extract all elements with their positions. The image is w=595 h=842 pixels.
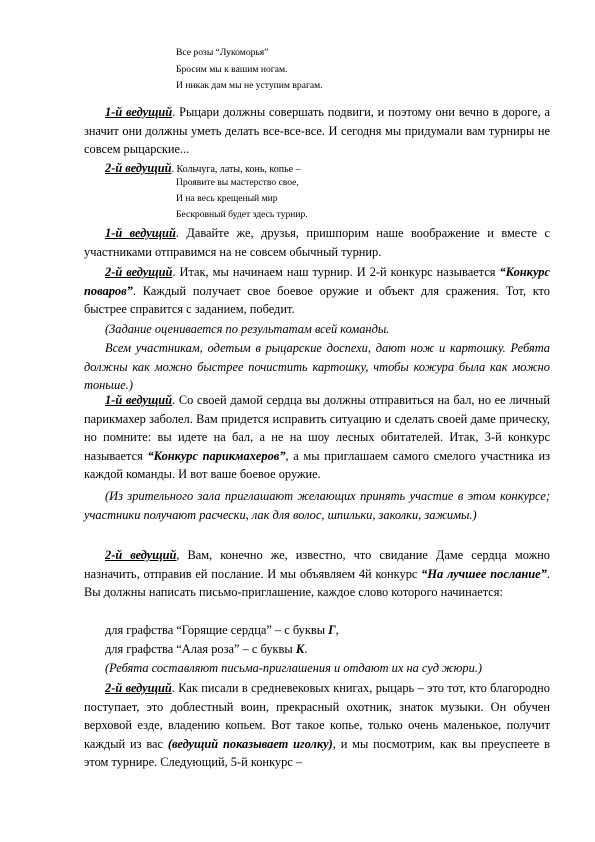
note-scoring: (Задание оценивается по результатам всей команды.: [105, 322, 390, 336]
rule-text: для графства “Горящие сердца” – с буквы: [105, 623, 329, 637]
rule-letter: Г: [328, 623, 336, 637]
poem-line: Бескровный будет здесь турнир.: [176, 209, 308, 221]
rule-end: .: [304, 642, 308, 656]
poem-stanza-2: [176, 175, 308, 224]
poem-stanza-1: [176, 45, 323, 95]
speaker-label: 2-й ведущий: [105, 265, 173, 279]
rule-letter: К: [295, 642, 305, 656]
speaker-label: 2-й ведущий: [105, 161, 172, 175]
paragraph-text: . Как писали в средневековых книгах, рыцарь – это тот, кто благородно поступает, это доблестный воин, прекрасный охотник, знаток музыки. Он обучен верховой езде, владению копьем. Вот такое копье, только очень маленькое, получит каждый из вас: [84, 681, 550, 751]
contest-name: “Конкурс поваров”: [84, 265, 550, 298]
note-contest-3: (Из зрительного зала приглашают желающих принять участие в этом конкурсе; участники получают расчески, лак для волос, шпильки, заколки, зажимы.): [84, 489, 550, 522]
contest-name: “На лучшее послание”: [421, 566, 547, 581]
paragraph-contest-3: [84, 391, 550, 484]
paragraph-text: . Итак, мы начинаем наш турнир. И 2-й конкурс называется: [172, 265, 500, 279]
rule-text: для графства “Алая роза” – с буквы: [105, 642, 296, 656]
speaker-label: 2-й ведущий: [105, 681, 172, 695]
note-contest-4: (Ребята составляют письма-приглашения и отдают их на суд жюри.): [105, 661, 483, 675]
note-contest-2: Всем участникам, одетым в рыцарские доспехи, дают нож и картошку. Ребята должны как можно быстрее почистить картошку, чтобы кожура была как можно тоньше.): [84, 341, 550, 393]
contest-name: “Конкурс парикмахеров”: [147, 448, 286, 463]
paragraph-contest-5: [84, 679, 550, 772]
paragraph-text: . Каждый получает свое боевое оружие и объект для сражения. Тот, кто быстрее справится с заданием, победит.: [84, 283, 550, 317]
poem-line: Бросим мы к вашим ногам.: [176, 63, 288, 75]
paragraph-text: . Вы должны написать письмо-приглашение, каждое слово которого начинается:: [84, 566, 550, 600]
poem-line: Проявите вы мастерство свое,: [176, 177, 299, 188]
letter-rule-1: [84, 621, 550, 640]
paragraph-host1-invite: [84, 224, 550, 261]
stage-remark: (ведущий показывает иголку): [167, 736, 333, 751]
poem-line: И никак дам мы не уступим врагам.: [176, 80, 323, 91]
paragraph-contest-4: [84, 546, 550, 602]
paragraph-contest-2: [84, 263, 550, 319]
paragraph-text: , Вам, конечно же, известно, что свидание Даме сердца можно назначить, отправив ей послание. И мы объявляем 4й конкурс: [84, 548, 550, 581]
rule-end: ,: [335, 623, 339, 637]
paragraph-host2-verse: [84, 159, 550, 180]
speaker-label: 1-й ведущий: [105, 226, 176, 240]
paragraph-text: , и мы посмотрим, как вы преуспеете в этом турнире. Следующий, 5-й конкурс –: [84, 736, 550, 770]
speaker-label: 2-й ведущий: [105, 548, 177, 562]
speaker-label: 1-й ведущий: [105, 105, 173, 119]
paragraph-host1-intro: [84, 103, 550, 159]
paragraph-text: . Кольчуга, латы, конь, копье –: [171, 164, 301, 175]
poem-line: Все розы “Лукоморья”: [176, 47, 269, 58]
letter-rule-2: [84, 640, 550, 659]
paragraph-text: . Давайте же, друзья, пришпорим наше воображение и вместе с участниками отправимся на не совсем обычный турнир.: [84, 226, 550, 259]
paragraph-text: , а мы приглашаем самого смелого участника из каждой команды. И вот ваше боевое оружие.: [84, 448, 550, 482]
speaker-label: 1-й ведущий: [105, 393, 173, 407]
poem-line: И на весь крещеный мир: [176, 193, 278, 205]
paragraph-text: . Со своей дамой сердца вы должны отправиться на бал, но ее личный парикмахер заболел. Вам придется исправить ситуацию и сделать своей даме прическу, но помните: вы идете на бал, а не на шоу лесных обитателей. Итак, 3-й конкурс называется: [84, 393, 550, 463]
paragraph-text: . Рыцари должны совершать подвиги, и поэтому они вечно в дороге, а значит они должны уметь делать все-все-все. И сегодня мы придумали вам турниры не совсем рыцарские...: [84, 105, 550, 157]
